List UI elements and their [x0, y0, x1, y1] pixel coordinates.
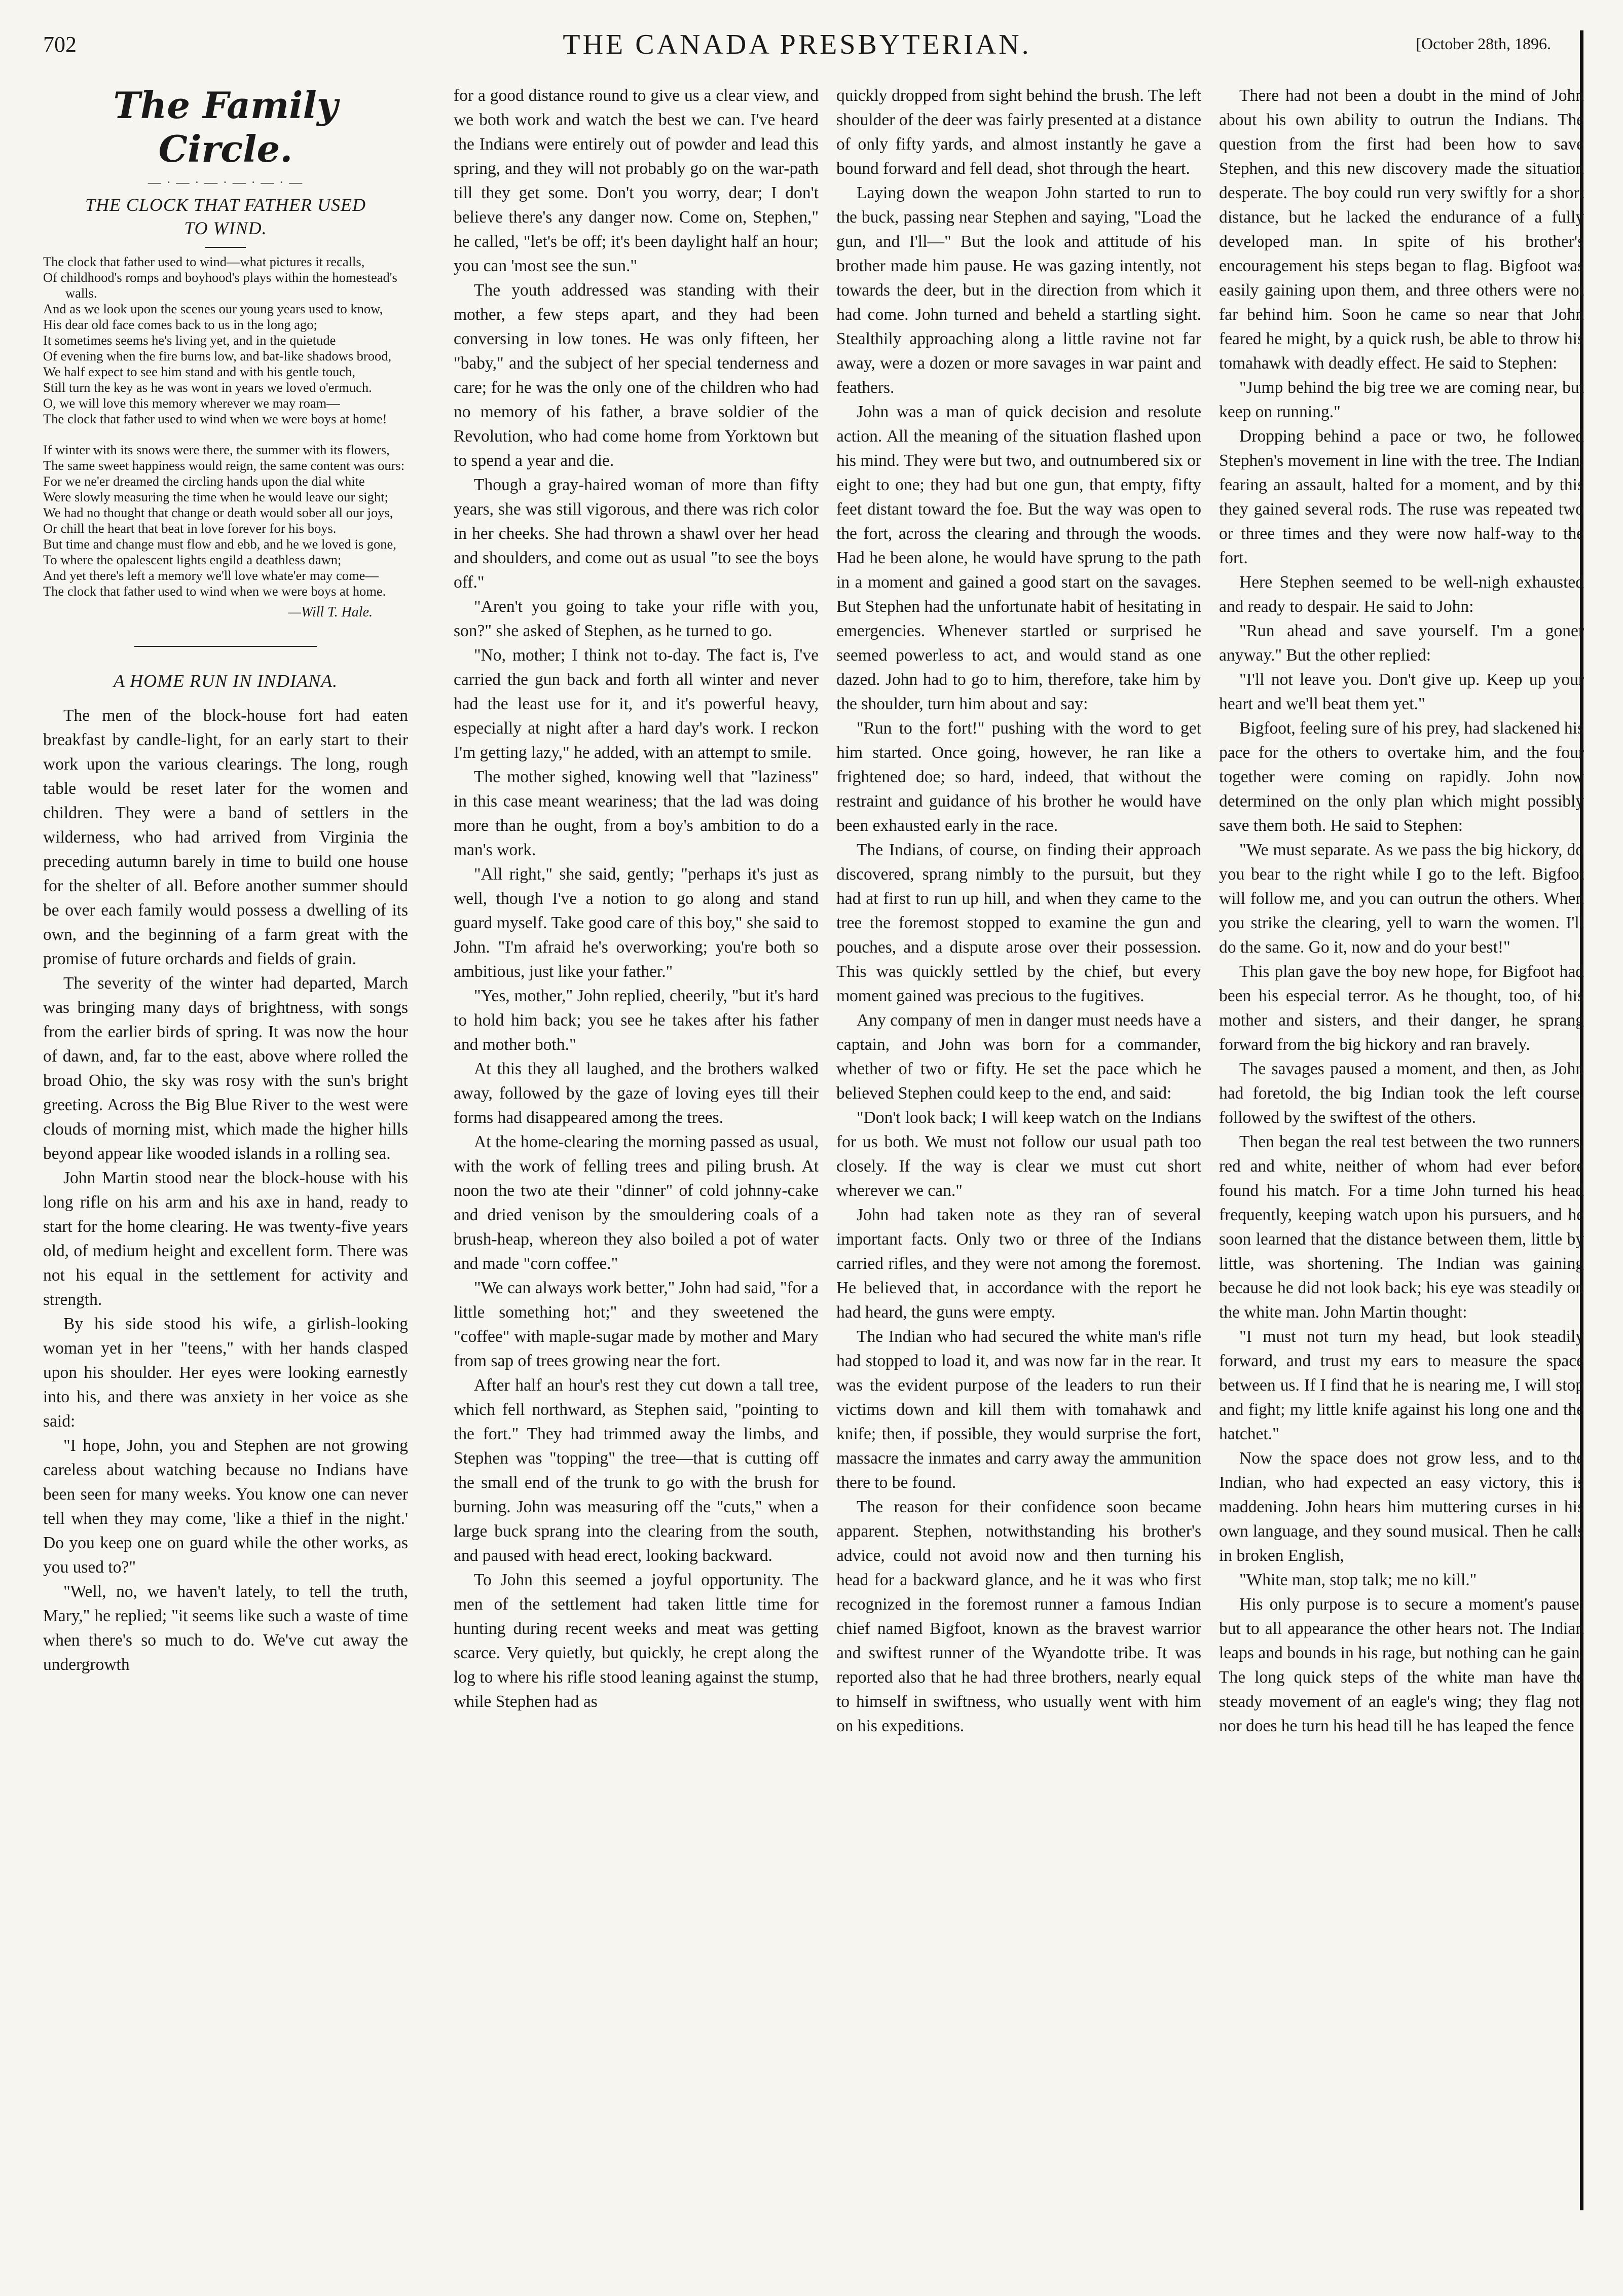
paragraph: "All right," she said, gently; "perhaps it's just as well, though I've a notion to go along and stand guard myself. Take good care of this boy," she said to John. "I'm afraid he's overworking; you're both so ambitious, just like your father." [454, 865, 819, 981]
paragraph: His only purpose is to secure a moment's pause; but to all appearance the other hears not. The Indian leaps and bounds in his rage, but nothing can he gain. The long quick steps of the white man have the steady movement of an eagle's wing; they flag not, nor does he turn his head till he has leaped the fence [1219, 1595, 1584, 1735]
poem-line: Of childhood's romps and boyhood's plays within the homestead's walls. [43, 270, 397, 301]
paragraph: "Jump behind the big tree we are coming near, but keep on running." [1219, 378, 1584, 421]
poem-body [43, 254, 408, 599]
paragraph: "Run to the fort!" pushing with the word to get him started. Once going, however, he ran like a frightened doe; so hard, indeed, that without the restraint and guidance of his brother he would have been exhausted early in the race. [836, 719, 1201, 835]
paragraph: This plan gave the boy new hope, for Bigfoot had been his especial terror. As he thought, too, of his mother and sisters, and their danger, he sprang forward from the big hickory and ran bravely. [1219, 962, 1584, 1054]
poem-line: Were slowly measuring the time when he would leave our sight; [43, 489, 388, 504]
page-number: 702 [43, 32, 77, 57]
poem-line: But time and change must flow and ebb, and he we loved is gone, [43, 536, 396, 552]
poem-line: The clock that father used to wind when we were boys at home. [43, 584, 386, 599]
paragraph: The savages paused a moment, and then, as John had foretold, the big Indian took the left course, followed by the swiftest of the others. [1219, 1060, 1584, 1127]
paragraph: "Don't look back; I will keep watch on the Indians for us both. We must not follow our usual path too closely. If the way is clear we must cut short wherever we can." [836, 1108, 1201, 1200]
poem-stanza-2 [43, 442, 408, 599]
poem-line: O, we will love this memory wherever we may roam— [43, 395, 340, 411]
page-header [43, 31, 1551, 67]
paragraph: To John this seemed a joyful opportunity. The men of the settlement had taken little time for hunting during recent weeks and meat was getting scarce. Very quietly, but quickly, he crept along the log to where his rifle stood leaning against the stump, while Stephen had as [454, 1571, 819, 1711]
paragraph: At the home-clearing the morning passed as usual, with the work of felling trees and piling brush. At noon the two ate their "dinner" of cold johnny-cake and dried venison by the smouldering coals of a brush-heap, whereon they also boiled a pot of water and made "corn coffee." [454, 1133, 819, 1273]
poem-line: The clock that father used to wind when we were boys at home! [43, 411, 387, 426]
paragraph: By his side stood his wife, a girlish-looking woman yet in her "teens," with her hands clasped upon his shoulder. Her eyes were looking earnestly into his, and there was anxiety in her voice as she said: [43, 1315, 408, 1431]
paragraph: Though a gray-haired woman of more than fifty years, she was still vigorous, and there was rich color in her cheeks. She had thrown a shawl over her head and shoulders, and come out as usual "to see the boys off." [454, 476, 819, 592]
issue-date: [October 28th, 1896. [1416, 34, 1551, 53]
poem-title-line-2: TO WIND. [184, 218, 267, 238]
paragraph: Bigfoot, feeling sure of his prey, had slackened his pace for the others to overtake him, and the four together were coming on rapidly. John now determined on the only plan which might possibly save them both. He said to Stephen: [1219, 719, 1584, 835]
poem-line: Of evening when the fire burns low, and bat-like shadows brood, [43, 348, 392, 363]
paragraph: "I hope, John, you and Stephen are not growing careless about watching because no Indians have been seen for many weeks. You know one can never tell when they may come, 'like a thief in the night.' Do you keep one on guard while the other works, as you used to?" [43, 1436, 408, 1577]
poem-line: Or chill the heart that beat in love forever for his boys. [43, 521, 337, 536]
paragraph: The mother sighed, knowing well that "laziness" in this case meant weariness; that the lad was doing more than he ought, from a boy's ambition to do a man's work. [454, 768, 819, 859]
poem-line: His dear old face comes back to us in the long ago; [43, 317, 317, 332]
paragraph: "Yes, mother," John replied, cheerily, "but it's hard to hold him back; you see he takes after his father and mother both." [454, 987, 819, 1054]
poem-line: And yet there's left a memory we'll love whate'er may come— [43, 568, 379, 583]
paragraph: "I must not turn my head, but look steadily forward, and trust my ears to measure the space between us. If I find that he is nearing me, I will stop and fight; my little knife against his long one and the hatchet." [1219, 1327, 1584, 1443]
paragraph: The Indian who had secured the white man's rifle had stopped to load it, and was now far in the rear. It was the evident purpose of the leaders to run their victims down and kill them with tomahawk and knife; then, if possible, they would surprise the fort, massacre the inmates and carry away the ammunition there to be found. [836, 1327, 1201, 1492]
paragraph: There had not been a doubt in the mind of John about his own ability to outrun the Indians. The question from the first had been how to save Stephen, and this new discovery made the situation desperate. The boy could run very swiftly for a short distance, but he lacked the endurance of a fully developed man. In spite of his brother's encouragement his steps began to flag. Bigfoot was easily gaining upon them, and three others were not far behind him. Soon he came so near that John feared he might, by a quick rush, be able to throw his tomahawk with deadly effect. He said to Stephen: [1219, 86, 1584, 373]
ornamental-rule: — · — · — · — · — · — [147, 175, 304, 190]
paragraph: Dropping behind a pace or two, he followed Stephen's movement in line with the tree. The Indian, fearing an assault, halted for a moment, and by this they gained several rods. The ruse was repeated two or three times and they were now half-way to the fort. [1219, 427, 1584, 567]
paragraph: At this they all laughed, and the brothers walked away, followed by the gaze of loving eyes till their forms had disappeared among the trees. [454, 1060, 819, 1127]
department-title: The Family Circle. [113, 84, 338, 170]
paragraph: "No, mother; I think not to-day. The fact is, I've carried the gun back and forth all winter and never had the least use for it, and it's powerful heavy, especially at night after a hard day's work. I reckon I'm getting lazy," he added, with an attempt to smile. [454, 646, 819, 762]
poem-line: If winter with its snows were there, the summer with its flowers, [43, 442, 390, 457]
paragraph: Here Stephen seemed to be well-nigh exhausted and ready to despair. He said to John: [1219, 573, 1584, 616]
poem-line: It sometimes seems he's living yet, and in the quietude [43, 333, 336, 348]
poem-line: And as we look upon the scenes our young years used to know, [43, 301, 383, 316]
poem-author: —Will T. Hale. [288, 604, 373, 620]
column-3 [836, 84, 1201, 1738]
paragraph: Laying down the weapon John started to run to the buck, passing near Stephen and saying, "Load the gun, and I'll—" But the look and attitude of his brother made him pause. He was gazing intently, not towards the deer, but in the direction from which it had come. John turned and beheld a startling sight. Stealthily approaching along a little ravine not far away, were a dozen or more savages in war paint and feathers. [836, 184, 1201, 397]
paragraph: Any company of men in danger must needs have a captain, and John was born for a commander, whether of two or fifty. He set the pace which he believed Stephen could keep to the end, and said: [836, 1011, 1201, 1103]
paragraph: John had taken note as they ran of several important facts. Only two or three of the Indians carried rifles, and they were not among the foremost. He believed that, in accordance with the report he had heard, the guns were empty. [836, 1206, 1201, 1322]
paragraph: Then began the real test between the two runners, red and white, neither of whom had ever before found his match. For a time John turned his head frequently, keeping watch upon his pursuers, and he soon learned that the distance between them, little by little, was shortening. The Indian was gaining because he did not look back; his eye was steadily on the white man. John Martin thought: [1219, 1133, 1584, 1322]
paragraph: John Martin stood near the block-house with his long rifle on his arm and his axe in hand, ready to start for the home clearing. He was twenty-five years old, of medium height and excellent form. There was not his equal in the settlement for activity and strength. [43, 1169, 408, 1309]
title-rule [205, 247, 246, 248]
paragraph: Now the space does not grow less, and to the Indian, who had expected an easy victory, this is maddening. John hears him muttering curses in his own language, and they sound musical. Then he calls in broken English, [1219, 1449, 1584, 1565]
masthead-title: THE CANADA PRESBYTERIAN. [563, 29, 1031, 60]
poem-line: To where the opalescent lights engild a deathless dawn; [43, 552, 342, 567]
paragraph: After half an hour's rest they cut down a tall tree, which fell northward, as Stephen said, "pointing to the fort." They had trimmed away the limbs, and Stephen was "topping" the tree—that is cutting off the small end of the trunk to go with the brush for burning. John was measuring off the "cuts," when a large buck sprang into the clearing from the south, and paused with head erect, looking backward. [454, 1376, 819, 1565]
column-2 [454, 84, 819, 1714]
paragraph: The severity of the winter had departed, March was bringing many days of brightness, with songs from the earlier birds of spring. It was now the hour of dawn, and, far to the east, above where rolled the broad Ohio, the sky was rosy with the sun's bright greeting. Across the Big Blue River to the west were clouds of morning mist, which made the higher hills beyond appear like wooded islands in a rolling sea. [43, 974, 408, 1163]
paragraph: "Aren't you going to take your rifle with you, son?" she asked of Stephen, as he turned to go. [454, 597, 819, 640]
paragraph: John was a man of quick decision and resolute action. All the meaning of the situation flashed upon his mind. They were but two, and outnumbered six or eight to one; they had but one gun, that empty, fifty feet distant toward the foe. But the way was open to the fort, across the clearing and through the woods. Had he been alone, he would have sprung to the path in a moment and gained a good start on the savages. But Stephen had the unfortunate habit of hesitating in emergencies. Whenever startled or surprised he seemed powerless to act, and would stand as one dazed. John had to go to him, therefore, take him by the shoulder, turn him about and say: [836, 403, 1201, 713]
poem-stanza-1 [43, 254, 408, 427]
poem-line: For we ne'er dreamed the circling hands upon the dial white [43, 473, 365, 489]
column-1 [43, 84, 408, 1677]
poem-title-line-1: THE CLOCK THAT FATHER USED [85, 195, 366, 215]
paragraph: for a good distance round to give us a clear view, and we both work and watch the best we can. I've heard the Indians were entirely out of powder and lead this spring, and they will not probably go on the war-path till they get some. Don't you worry, dear; I don't believe there's any danger now. Come on, Stephen," he called, "let's be off; it's been daylight half an hour; you can 'most see the sun." [454, 86, 819, 275]
paragraph: The men of the block-house fort had eaten breakfast by candle-light, for an early start to their work upon the various clearings. The long, rough table would be reset later for the women and children. They were a band of settlers in the wilderness, who had arrived from Virginia the preceding autumn barely in time to build one house for the shelter of all. Before another summer should be over each family would possess a dwelling of its own, and the beginning of a farm great with the promise of future orchards and fields of grain. [43, 706, 408, 968]
paragraph: "We can always work better," John had said, "for a little something hot;" and they sweetened the "coffee" with maple-sugar made by mother and Mary from sap of trees growing near the fort. [454, 1279, 819, 1370]
poem-line: We half expect to see him stand and with his gentle touch, [43, 364, 356, 379]
poem-line: The same sweet happiness would reign, the same content was ours: [43, 458, 405, 473]
paragraph: "Well, no, we haven't lately, to tell the truth, Mary," he replied; "it seems like such a waste of time when there's so much to do. We've cut away the undergrowth [43, 1582, 408, 1674]
poem-line: Still turn the key as he was wont in years we loved o'ermuch. [43, 380, 372, 395]
paragraph: The reason for their confidence soon became apparent. Stephen, notwithstanding his brother's advice, could not avoid now and then turning his head for a backward glance, and he it was who first recognized in the foremost runner a famous Indian chief named Bigfoot, known as the bravest warrior and swiftest runner of the Wyandotte tribe. It was reported also that he had three brothers, nearly equal to himself in swiftness, who usually went with him on his expeditions. [836, 1498, 1201, 1735]
story-title: A HOME RUN IN INDIANA. [113, 671, 338, 691]
paragraph: "White man, stop talk; me no kill." [1239, 1571, 1477, 1589]
section-rule [134, 646, 317, 647]
poem-line: We had no thought that change or death would sober all our joys, [43, 505, 393, 520]
paragraph: The youth addressed was standing with their mother, a few steps apart, and they had been conversing in low tones. He was only fifteen, her "baby," and the subject of her special tenderness and care; for he was the only one of the children who had no memory of his father, a brave soldier of the Revolution, who had come home from Yorktown but to spend a year and die. [454, 281, 819, 470]
paragraph: quickly dropped from sight behind the brush. The left shoulder of the deer was fairly presented at a distance of only fifty yards, and almost instantly he gave a bound forward and fell dead, shot through the heart. [836, 86, 1201, 178]
column-4 [1219, 84, 1584, 1738]
paragraph: "I'll not leave you. Don't give up. Keep up your heart and we'll beat them yet." [1219, 670, 1584, 713]
paragraph: "We must separate. As we pass the big hickory, do you bear to the right while I go to the left. Bigfoot will follow me, and you can outrun the others. When you strike the clearing, yell to warn the women. I'll do the same. Go it, now and do your best!" [1219, 841, 1584, 957]
paragraph: "Run ahead and save yourself. I'm a goner anyway." But the other replied: [1219, 622, 1584, 665]
paragraph: The Indians, of course, on finding their approach discovered, sprang nimbly to the pursuit, but they had at first to run up hill, and when they came to the tree the foremost stopped to examine the gun and pouches, and a dispute arose over their possession. This was quickly settled by the chief, but every moment gained was precious to the fugitives. [836, 841, 1201, 1005]
poem-line: The clock that father used to wind—what pictures it recalls, [43, 254, 365, 269]
